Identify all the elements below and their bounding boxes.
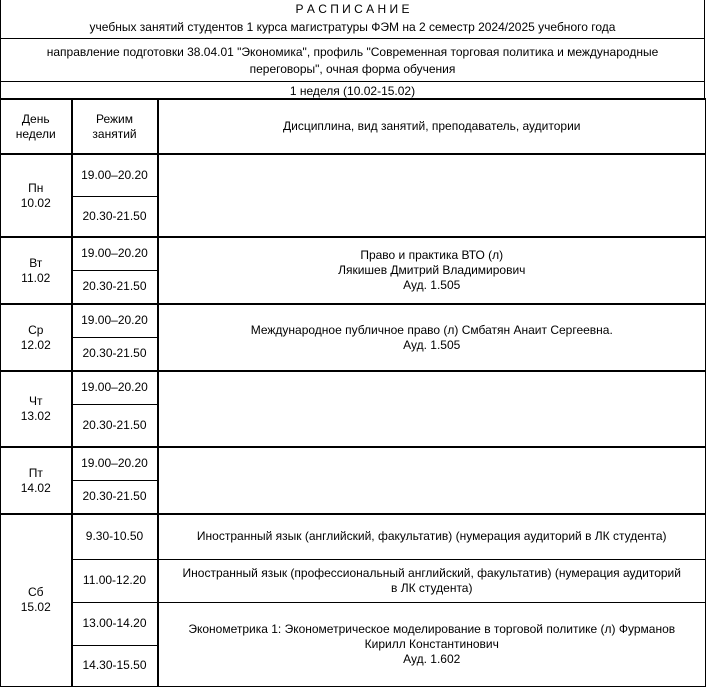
- table-row: [1, 447, 706, 480]
- time-cell: 20.30-21.50: [72, 337, 158, 371]
- header-border-right: [704, 0, 705, 98]
- day-cell: Пт 14.02: [1, 447, 72, 514]
- discipline-cell: Эконометрика 1: Эконометрическое моделирование в торговой политике (л) Фурманов Кирилл Константинович Ауд. 1.602: [158, 602, 706, 686]
- time-cell: 13.00-14.20: [72, 602, 158, 645]
- time-cell: 20.30-21.50: [72, 270, 158, 304]
- time-cell: 11.00-12.20: [72, 559, 158, 602]
- week-label: 1 неделя (10.02-15.02): [289, 84, 416, 98]
- day-cell: Сб 15.02: [1, 514, 72, 686]
- program-line-2: переговоры", очная форма обучения: [249, 62, 456, 76]
- time-cell: 19.00–20.20: [72, 371, 158, 404]
- header-border-left: [0, 0, 1, 98]
- header-divider: [0, 38, 705, 39]
- day-cell: Чт 13.02: [1, 371, 72, 447]
- schedule-title: Р А С П И С А Н И Е: [295, 2, 410, 16]
- time-cell: 20.30-21.50: [72, 480, 158, 514]
- discipline-cell: Международное публичное право (л) Смбатян Анаит Сергеевна. Ауд. 1.505: [158, 304, 706, 371]
- time-cell: 19.00–20.20: [72, 154, 158, 196]
- column-header-time: Режим занятий: [72, 99, 158, 154]
- discipline-cell: [158, 447, 706, 514]
- table-row: [1, 514, 706, 559]
- table-row: [1, 304, 706, 337]
- table-header-row: [1, 99, 706, 154]
- time-cell: 20.30-21.50: [72, 196, 158, 237]
- day-cell: Ср 12.02: [1, 304, 72, 371]
- schedule-table: [0, 98, 706, 687]
- time-cell: 19.00–20.20: [72, 237, 158, 270]
- discipline-cell: [158, 154, 706, 237]
- discipline-cell: [158, 371, 706, 447]
- table-row: [1, 237, 706, 270]
- time-cell: 9.30-10.50: [72, 514, 158, 559]
- discipline-cell: Право и практика ВТО (л) Лякишев Дмитрий Владимирович Ауд. 1.505: [158, 237, 706, 304]
- day-cell: Вт 11.02: [1, 237, 72, 304]
- column-header-discipline: Дисциплина, вид занятий, преподаватель, аудитории: [158, 99, 706, 154]
- discipline-cell: Иностранный язык (профессиональный английский, факультатив) (нумерация аудиторий в ЛК студента): [158, 559, 706, 602]
- schedule-subtitle: учебных занятий студентов 1 курса магистратуры ФЭМ на 2 семестр 2024/2025 учебного года: [89, 20, 616, 34]
- column-header-day: День недели: [1, 99, 72, 154]
- header-divider: [0, 81, 705, 82]
- time-cell: 19.00–20.20: [72, 304, 158, 337]
- table-row: [1, 371, 706, 404]
- time-cell: 20.30-21.50: [72, 404, 158, 447]
- day-cell: Пн 10.02: [1, 154, 72, 237]
- discipline-cell: Иностранный язык (английский, факультатив) (нумерация аудиторий в ЛК студента): [158, 514, 706, 559]
- table-row: [1, 602, 706, 645]
- table-row: [1, 154, 706, 196]
- table-row: [1, 559, 706, 602]
- program-line-1: направление подготовки 38.04.01 "Экономика", профиль "Современная торговая политика и международные: [46, 45, 659, 59]
- time-cell: 19.00–20.20: [72, 447, 158, 480]
- time-cell: 14.30-15.50: [72, 645, 158, 686]
